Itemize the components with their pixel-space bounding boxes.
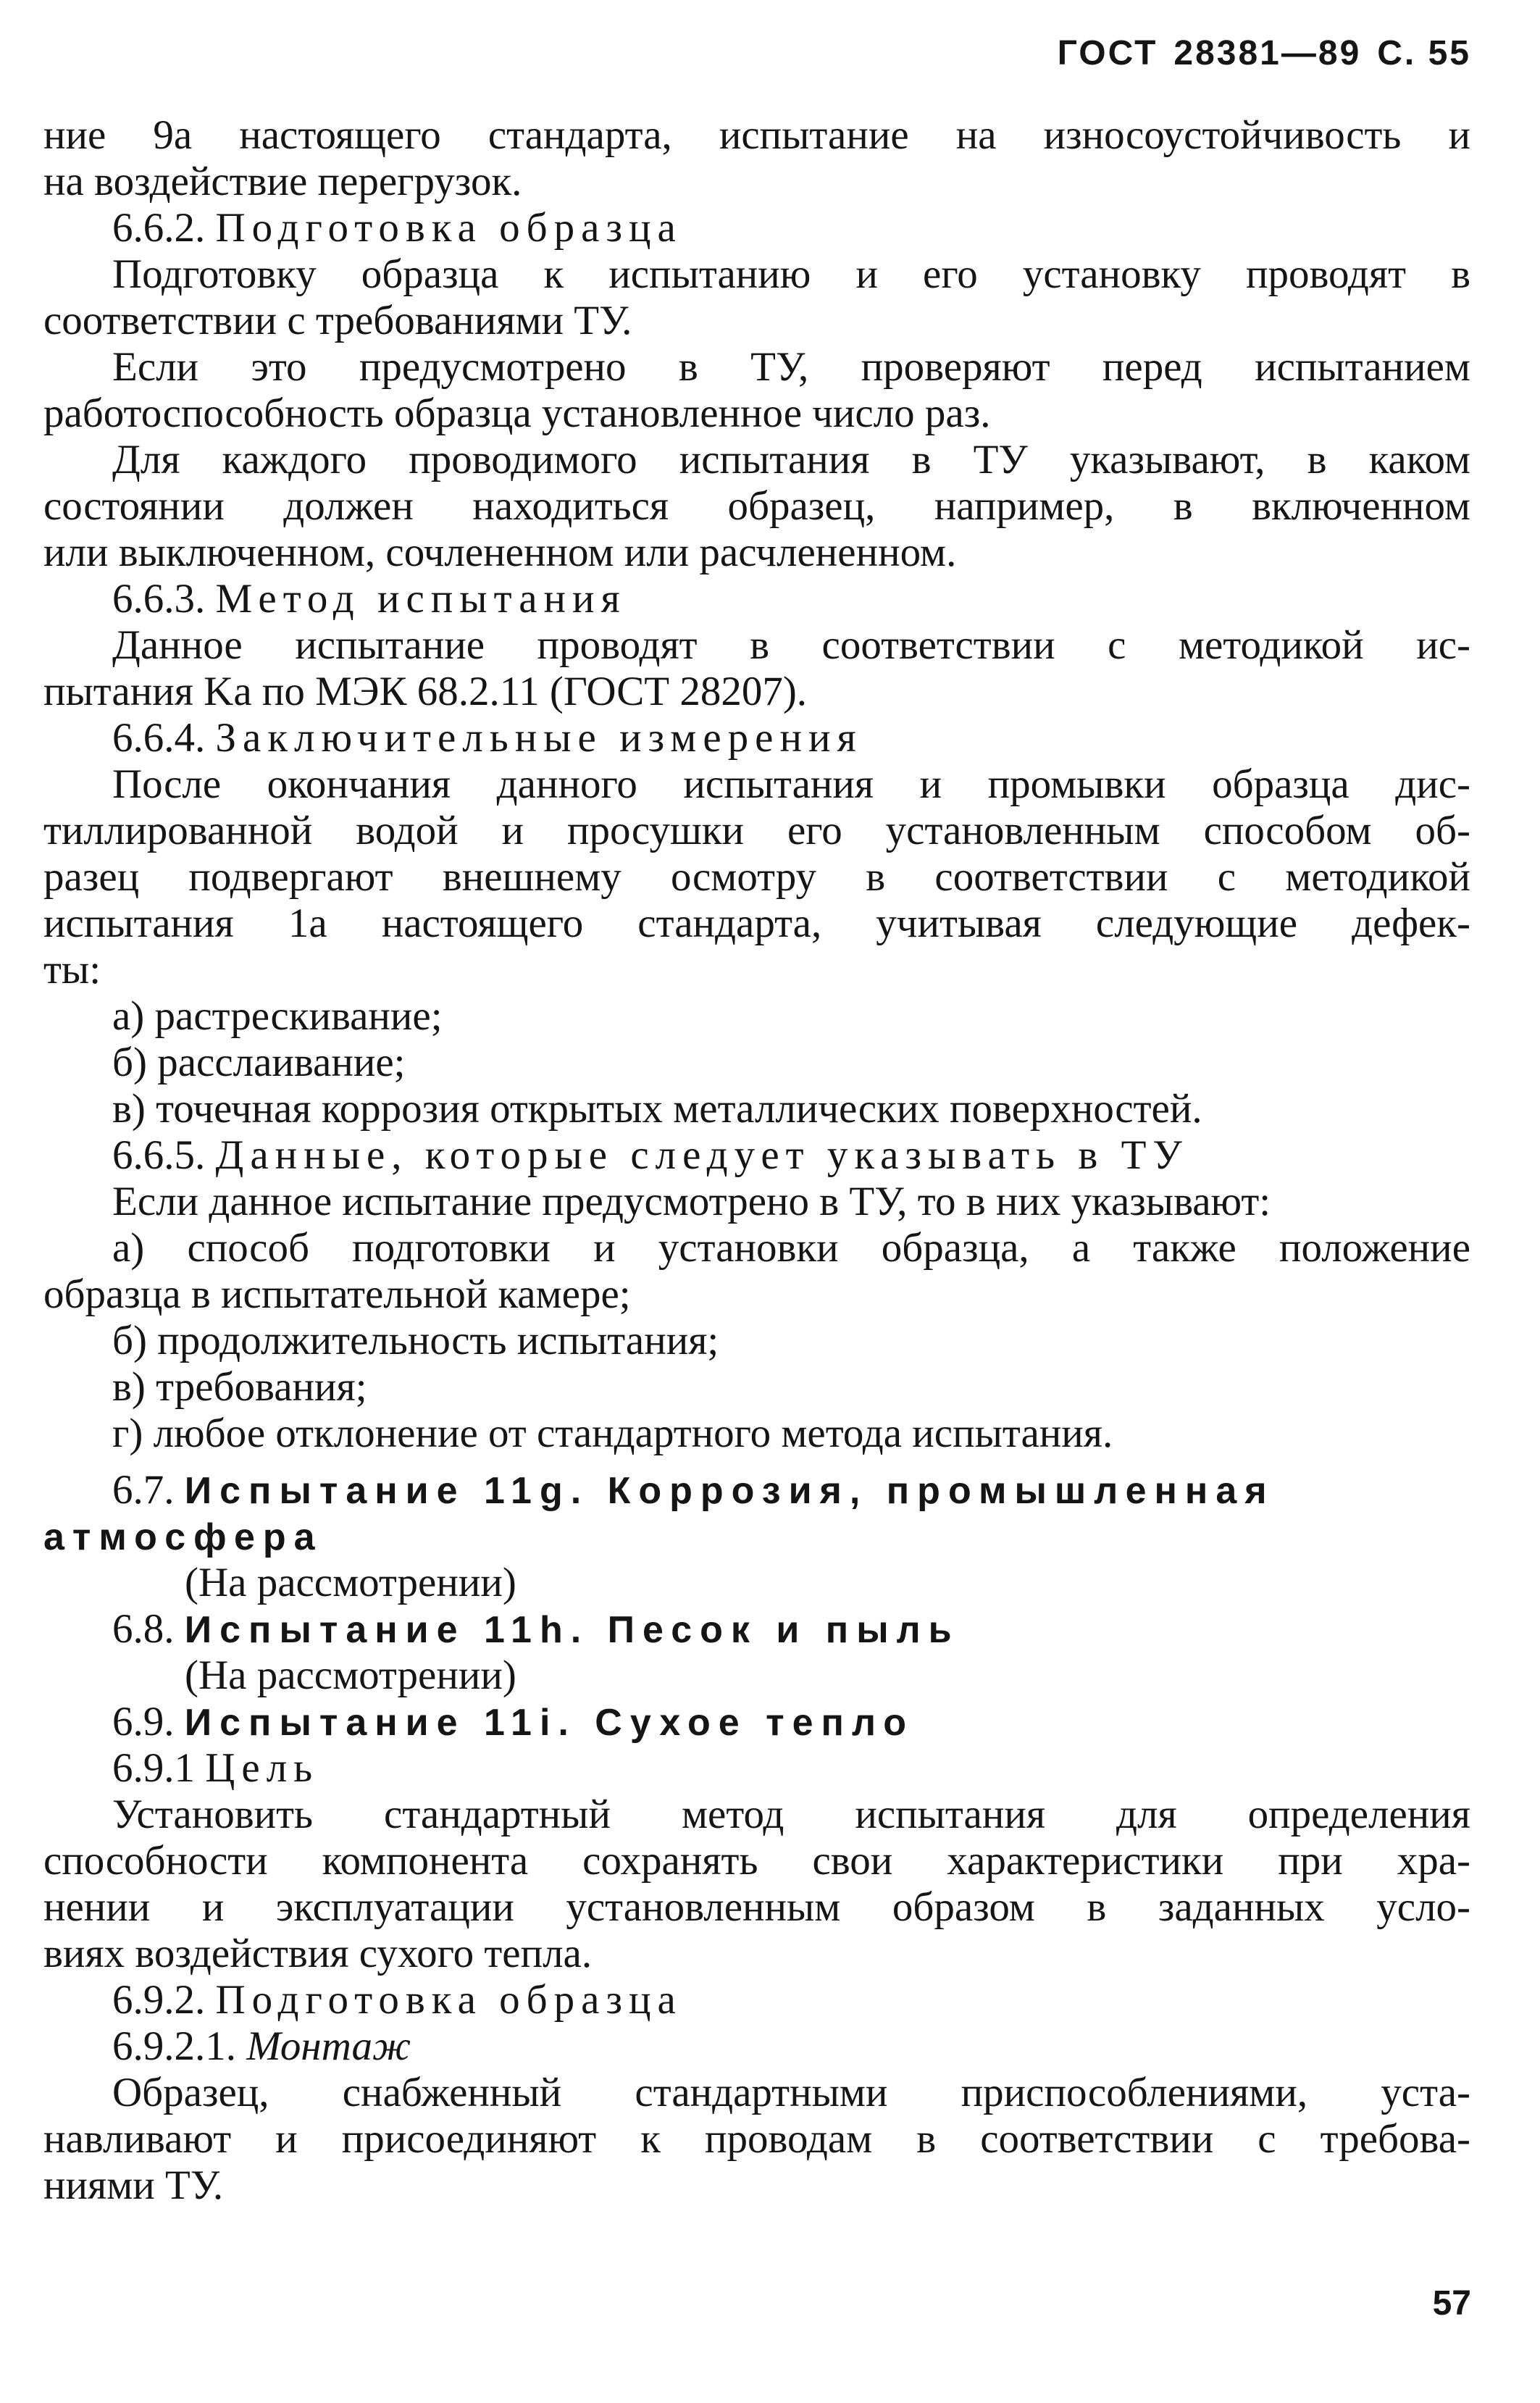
page-number: 57 xyxy=(1432,2284,1471,2323)
section-heading-6-7 xyxy=(43,1467,1470,1513)
section-heading-6-8 xyxy=(43,1606,1470,1652)
section-title: Заключительные измерения xyxy=(215,715,863,761)
list-item: в) требования; xyxy=(112,1364,367,1410)
paragraph-line: ты: xyxy=(43,947,101,992)
section-title: Цель xyxy=(205,1745,319,1791)
section-number: 6.9.2.1. xyxy=(112,2023,236,2069)
list-item: б) расслаивание; xyxy=(112,1040,406,1085)
section-number: 6.6.2. xyxy=(112,205,206,251)
section-title: Данные, которые следует указывать в ТУ xyxy=(215,1132,1189,1178)
section-heading-6-6-3 xyxy=(43,576,1470,622)
running-header xyxy=(1058,33,1471,73)
status-note: (На рассмотрении) xyxy=(185,1652,516,1698)
section-number: 6.8. xyxy=(112,1606,175,1652)
section-heading-6-6-2 xyxy=(43,205,1470,251)
header-standard: ГОСТ xyxy=(1057,34,1158,72)
list-item: б) продолжительность испытания; xyxy=(112,1318,719,1363)
status-note: (На рассмотрении) xyxy=(185,1560,516,1605)
paragraph-line: ниями ТУ. xyxy=(43,2162,224,2208)
section-heading-6-9 xyxy=(43,1699,1470,1745)
paragraph-line: Образец, снабженный стандартными приспособлениями, уста- xyxy=(112,2070,1470,2115)
body-text xyxy=(43,112,1470,2209)
paragraph-line: Если данное испытание предусмотрено в ТУ, то в них указывают: xyxy=(112,1179,1271,1224)
section-heading-6-9-2-1 xyxy=(43,2023,1470,2070)
paragraph-line: соответствии с требованиями ТУ. xyxy=(43,298,632,343)
section-title: Подготовка образца xyxy=(215,205,682,251)
paragraph-line: Данное испытание проводят в соответствии с методикой ис- xyxy=(112,622,1470,668)
header-number: 28381—89 xyxy=(1173,34,1362,72)
section-heading-6-9-1 xyxy=(43,1745,1470,1792)
paragraph-line: После окончания данного испытания и промывки образца дис- xyxy=(112,761,1470,807)
paragraph-line: ние 9a настоящего стандарта, испытание на износоустойчивость и xyxy=(43,112,1470,158)
paragraph-line: разец подвергают внешнему осмотру в соответствии с методикой xyxy=(43,854,1470,900)
paragraph-line: состоянии должен находиться образец, например, в включенном xyxy=(43,483,1470,529)
section-number: 6.6.5. xyxy=(112,1132,206,1178)
section-number: 6.7. xyxy=(112,1467,175,1513)
paragraph-line: навливают и присоединяют к проводам в соответствии с требова- xyxy=(43,2116,1470,2162)
paragraph-line: образца в испытательной камере; xyxy=(43,1271,631,1317)
paragraph-line: виях воздействия сухого тепла. xyxy=(43,1931,593,1976)
section-title: Подготовка образца xyxy=(215,1977,682,2023)
section-heading-6-9-2 xyxy=(43,1977,1470,2023)
section-heading-6-6-5 xyxy=(43,1132,1470,1179)
paragraph-line: пытания Ka по МЭК 68.2.11 (ГОСТ 28207). xyxy=(43,669,808,714)
paragraph-line: работоспособность образца установленное число раз. xyxy=(43,390,991,436)
section-number: 6.9.2. xyxy=(112,1977,206,2023)
section-title-continuation: атмосфера xyxy=(43,1516,323,1558)
paragraph-line: способности компонента сохранять свои характеристики при хра- xyxy=(43,1838,1470,1884)
section-title: Метод испытания xyxy=(215,576,627,622)
section-title: Монтаж xyxy=(246,2023,411,2069)
paragraph-line: или выключенном, сочлененном или расчлененном. xyxy=(43,530,957,575)
section-title: Испытание 11h. Песок и пыль xyxy=(184,1609,960,1651)
section-number: 6.6.4. xyxy=(112,715,206,761)
section-number: 6.9. xyxy=(112,1699,175,1744)
paragraph-line: испытания 1a настоящего стандарта, учитывая следующие дефек- xyxy=(43,900,1470,946)
header-page: С. 55 xyxy=(1377,34,1471,72)
section-number: 6.9.1 xyxy=(112,1745,195,1791)
paragraph-line: нении и эксплуатации установленным образом в заданных усло- xyxy=(43,1884,1470,1930)
paragraph-line: Установить стандартный метод испытания для определения xyxy=(112,1792,1470,1837)
section-title: Испытание 11i. Сухое тепло xyxy=(184,1702,915,1744)
list-item: г) любое отклонение от стандартного метода испытания. xyxy=(112,1411,1113,1456)
paragraph-line: Для каждого проводимого испытания в ТУ указывают, в каком xyxy=(112,437,1470,482)
paragraph-line: на воздействие перегрузок. xyxy=(43,159,522,204)
section-title: Испытание 11g. Коррозия, промышленная xyxy=(184,1470,1275,1512)
list-item: в) точечная коррозия открытых металлических поверхностей. xyxy=(112,1086,1202,1132)
section-heading-6-6-4 xyxy=(43,715,1470,761)
list-item: а) растрескивание; xyxy=(112,993,443,1039)
paragraph-line: тиллированной водой и просушки его установленным способом об- xyxy=(43,808,1470,853)
list-item: а) способ подготовки и установки образца, а также положение xyxy=(112,1225,1470,1271)
paragraph-line: Если это предусмотрено в ТУ, проверяют перед испытанием xyxy=(112,344,1470,390)
section-number: 6.6.3. xyxy=(112,576,206,622)
paragraph-line: Подготовку образца к испытанию и его установку проводят в xyxy=(112,251,1470,297)
